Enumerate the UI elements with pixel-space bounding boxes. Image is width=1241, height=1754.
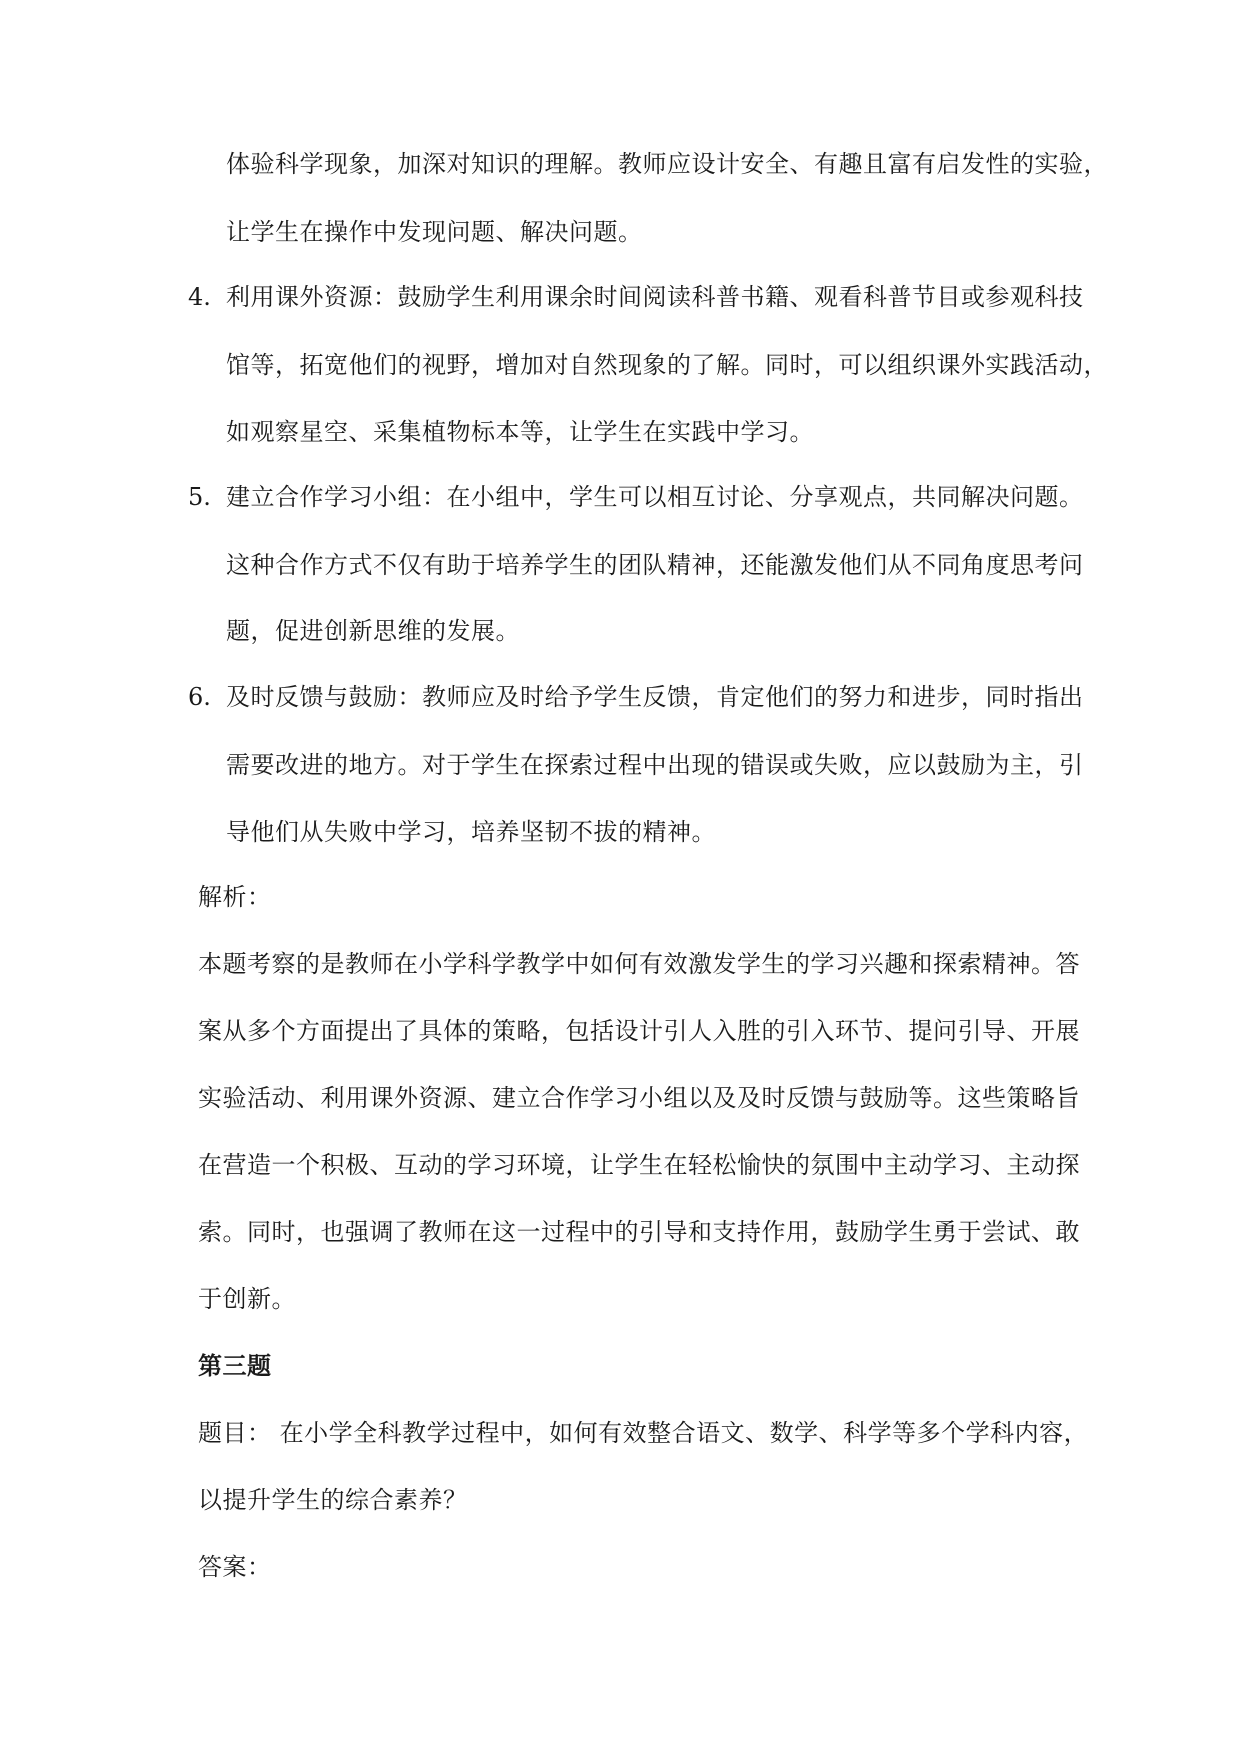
item-5-number: 5. bbox=[188, 483, 211, 511]
item-4-number: 4. bbox=[188, 283, 211, 311]
analysis-line-2: 案从多个方面提出了具体的策略，包括设计引人入胜的引入环节、提问引导、开展 bbox=[198, 1017, 1080, 1045]
analysis-label: 解析： bbox=[198, 883, 272, 911]
item-6-line-2: 需要改进的地方。对于学生在探索过程中出现的错误或失败，应以鼓励为主，引 bbox=[226, 751, 1084, 779]
continuation-line-1: 体验科学现象，加深对知识的理解。教师应设计安全、有趣且富有启发性的实验， bbox=[226, 150, 1108, 178]
item-5-line-2: 这种合作方式不仅有助于培养学生的团队精神，还能激发他们从不同角度思考问 bbox=[226, 551, 1084, 579]
analysis-line-4: 在营造一个积极、互动的学习环境，让学生在轻松愉快的氛围中主动学习、主动探 bbox=[198, 1151, 1080, 1179]
item-5-line-1: 建立合作学习小组：在小组中，学生可以相互讨论、分享观点，共同解决问题。 bbox=[226, 483, 1084, 511]
item-6-line-1: 及时反馈与鼓励：教师应及时给予学生反馈，肯定他们的努力和进步，同时指出 bbox=[226, 683, 1084, 711]
question-3-prompt-line-2: 以提升学生的综合素养？ bbox=[198, 1486, 468, 1514]
analysis-line-3: 实验活动、利用课外资源、建立合作学习小组以及及时反馈与鼓励等。这些策略旨 bbox=[198, 1084, 1080, 1112]
question-3-answer-label: 答案： bbox=[198, 1553, 272, 1581]
question-3-heading: 第三题 bbox=[198, 1351, 272, 1380]
item-6-number: 6. bbox=[188, 683, 211, 711]
item-4-line-1: 利用课外资源：鼓励学生利用课余时间阅读科普书籍、观看科普节目或参观科技 bbox=[226, 283, 1084, 311]
continuation-line-2: 让学生在操作中发现问题、解决问题。 bbox=[226, 218, 643, 246]
item-6-line-3: 导他们从失败中学习，培养坚韧不拔的精神。 bbox=[226, 818, 716, 846]
analysis-line-1: 本题考察的是教师在小学科学教学中如何有效激发学生的学习兴趣和探索精神。答 bbox=[198, 950, 1080, 978]
analysis-line-5: 索。同时，也强调了教师在这一过程中的引导和支持作用，鼓励学生勇于尝试、敢 bbox=[198, 1218, 1080, 1246]
item-4-line-2: 馆等，拓宽他们的视野，增加对自然现象的了解。同时，可以组织课外实践活动， bbox=[226, 351, 1108, 379]
analysis-line-6: 于创新。 bbox=[198, 1285, 296, 1313]
question-3-prompt-line-1: 题目： 在小学全科教学过程中，如何有效整合语文、数学、科学等多个学科内容， bbox=[198, 1419, 1089, 1447]
item-4-line-3: 如观察星空、采集植物标本等，让学生在实践中学习。 bbox=[226, 418, 814, 446]
item-5-line-3: 题，促进创新思维的发展。 bbox=[226, 617, 520, 645]
